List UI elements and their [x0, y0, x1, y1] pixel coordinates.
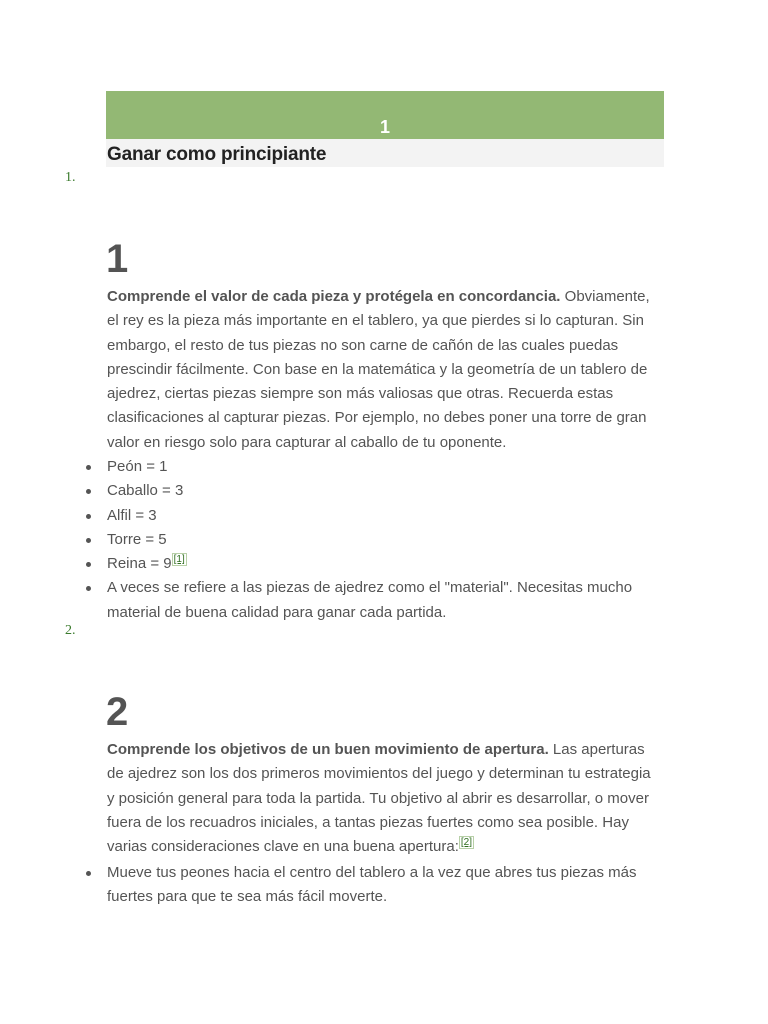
- step-1-bold-lead: Comprende el valor de cada pieza y protégela en concordancia.: [107, 288, 561, 305]
- step-2-paragraph: Comprende los objetivos de un buen movimiento de apertura. Las aperturas de ajedrez son los dos primeros movimientos del juego y determinan tu estrategia y posición general para toda la partida. Tu objetivo al abrir es desarrollar, o mover fuera de los recuadros iniciales, a tantas piezas fuertes como sea posible. Hay varias consideraciones clave en una buena apertura: [2]: [107, 741, 651, 856]
- section-title-bar: [106, 139, 664, 167]
- section-title: Ganar como principiante: [107, 144, 327, 165]
- section-header: [106, 91, 664, 139]
- step-2-bold-lead: Comprende los objetivos de un buen movimiento de apertura.: [107, 741, 549, 758]
- step-1-paragraph: Comprende el valor de cada pieza y protégela en concordancia. Obviamente, el rey es la pieza más importante en el tablero, ya que pierdes si lo capturan. Sin embargo, el resto de tus piezas no son carne de cañón de las cuales puedas prescindir fácilmente. Con base en la matemática y la geometría de un tablero de ajedrez, ciertas piezas siempre son más valiosas que otras. Recuerda estas clasificaciones al capturar piezas. Por ejemplo, no debes poner una torre de gran valor en riesgo solo para capturar al caballo de tu oponente.: [107, 288, 650, 451]
- list-marker-1: 1.: [65, 170, 76, 185]
- reference-link-1[interactable]: [1]: [173, 554, 185, 566]
- list-marker-2: 2.: [65, 623, 76, 638]
- list-item: Alfil = 3: [107, 504, 663, 528]
- list-item: A veces se refiere a las piezas de ajedrez como el "material". Necesitas mucho material de buena calidad para ganar cada partida.: [107, 576, 663, 625]
- step-number-2: 2: [106, 690, 129, 734]
- opening-tips-list: [107, 861, 663, 910]
- step-number-1: 1: [106, 237, 129, 281]
- list-item: Reina = 9 [1]: [107, 552, 663, 576]
- reference-link-2[interactable]: [2]: [460, 837, 473, 849]
- list-item: Mueve tus peones hacia el centro del tablero a la vez que abres tus piezas más fuertes para que te sea más fácil moverte.: [107, 861, 663, 910]
- piece-values-list: [107, 455, 663, 625]
- list-item: Peón = 1: [107, 455, 663, 479]
- section-number: 1: [379, 117, 390, 137]
- list-item: Caballo = 3: [107, 479, 663, 503]
- list-item: Torre = 5: [107, 528, 663, 552]
